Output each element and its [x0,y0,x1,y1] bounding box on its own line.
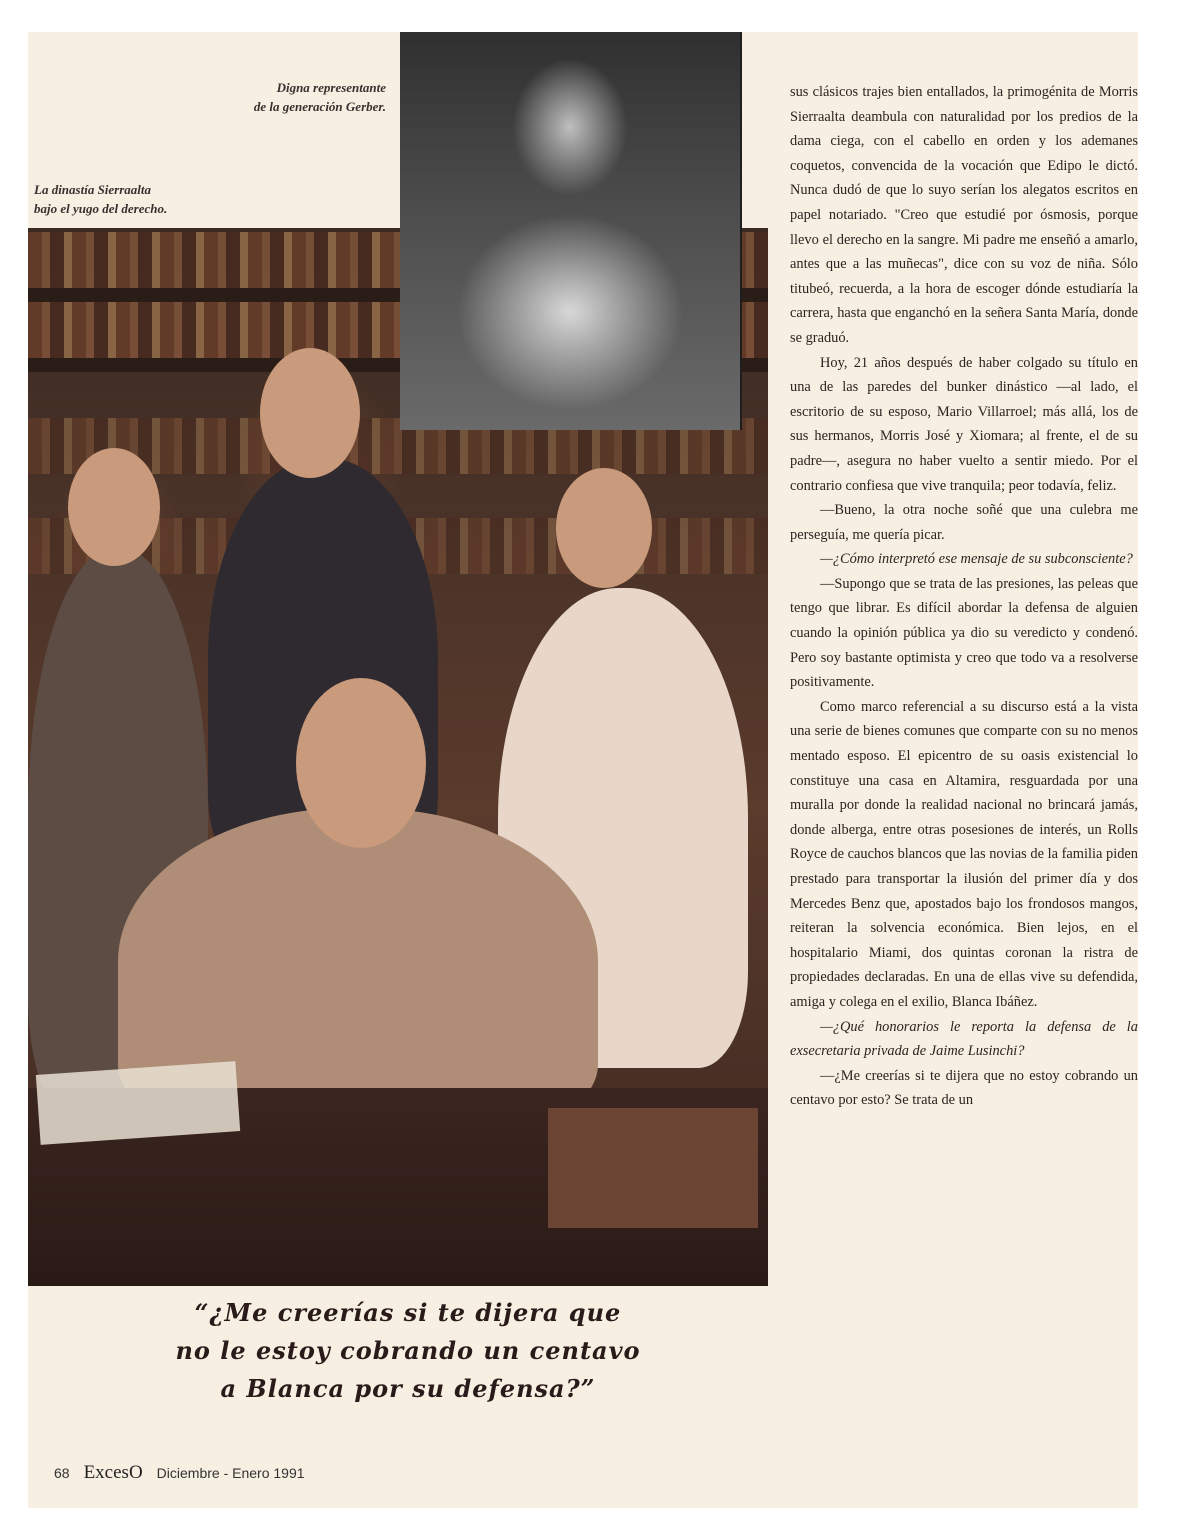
magazine-logo: ExcesO [83,1462,143,1483]
face [260,348,360,478]
article-paragraph: —¿Me creerías si te dijera que no estoy cobrando un centavo por esto? Se trata de un [790,1067,1138,1109]
desk-papers [36,1061,240,1145]
interview-question: —¿Cómo interpretó ese mensaje de su subconsciente? [820,551,1133,568]
face [296,678,426,848]
baby-photo [400,32,742,430]
article-paragraph: sus clásicos trajes bien entallados, la primogénita de Morris Sierraalta deambula con naturalidad por los predios de la dama ciega, con el cabello en orden y los ademanes coquetos, convencida de la vocación que Edipo le dictó. Nunca dudó de que lo suyo serían los alegatos escritos en papel notariado. "Creo que estudié por ósmosis, porque llevo el derecho en la sangre. Mi padre me enseñó a amarlo, antes que a las muñecas", dice con su voz de niña. Sólo titubeó, recuerda, a la hora de escoger dónde estudiaría la carrera, hasta que enganchó en la señera Santa María, donde se graduó. [790,84,1138,346]
family-photo-caption: La dinastía Sierraalta bajo el yugo del derecho. [34,182,168,216]
page-number: 68 [54,1465,70,1481]
article-paragraph: —Bueno, la otra noche soñé que una culebra me perseguía, me quería picar. [790,502,1138,543]
article-paragraph: —Supongo que se trata de las presiones, las peleas que tengo que librar. Es difícil abordar la defensa de alguien cuando la opinión pública ya dio su veredicto y condenó. Pero soy bastante optimista y creo que todo va a resolverse positivamente. [790,575,1138,691]
pull-quote: “¿Me creerías si te dijera que no le estoy cobrando un centavo a Blanca por su defensa?” [175,1298,641,1403]
desk-book [548,1108,758,1228]
page-footer [54,1462,305,1484]
article-paragraph: Hoy, 21 años después de haber colgado su título en una de las paredes del bunker dinástico —al lado, el escritorio de su esposo, Mario Villarroel; más allá, los de sus hermanos, Morris José y Xiomara; al frente, el de su padre—, asegura no haber vuelto a sentir miedo. Por el contrario confiesa que vive tranquila; peor todavía, feliz. [790,354,1138,494]
face [68,448,160,566]
magazine-page [28,32,1138,1508]
face [556,468,652,588]
baby-photo-caption: Digna representante de la generación Gerber. [253,80,386,114]
article-paragraph: Como marco referencial a su discurso está a la vista una serie de bienes comunes que comparte con su no menos mentado esposo. El epicentro de su oasis existencial lo constituye una casa en Altamira, resguardada por una muralla por donde la realidad nacional no brincará jamás, donde alberga, entre otras posesiones de interés, un Rolls Royce de cauchos blancos que las novias de la familia piden prestado para transportar la ilusión del primer día y dos Mercedes Benz que, apostados bajo los frondosos mangos, reiteran la solvencia económica. Bien lejos, en el hospitalario Miami, dos quintas coronan la ristra de propiedades declaradas. En una de ellas vive su defendida, amiga y colega en el exilio, Blanca Ibáñez. [790,698,1138,1010]
issue-date: Diciembre - Enero 1991 [156,1465,305,1481]
interview-question: —¿Qué honorarios le reporta la defensa de la exsecretaria privada de Jaime Lusinchi? [790,1018,1138,1060]
article-column [790,80,1138,1113]
